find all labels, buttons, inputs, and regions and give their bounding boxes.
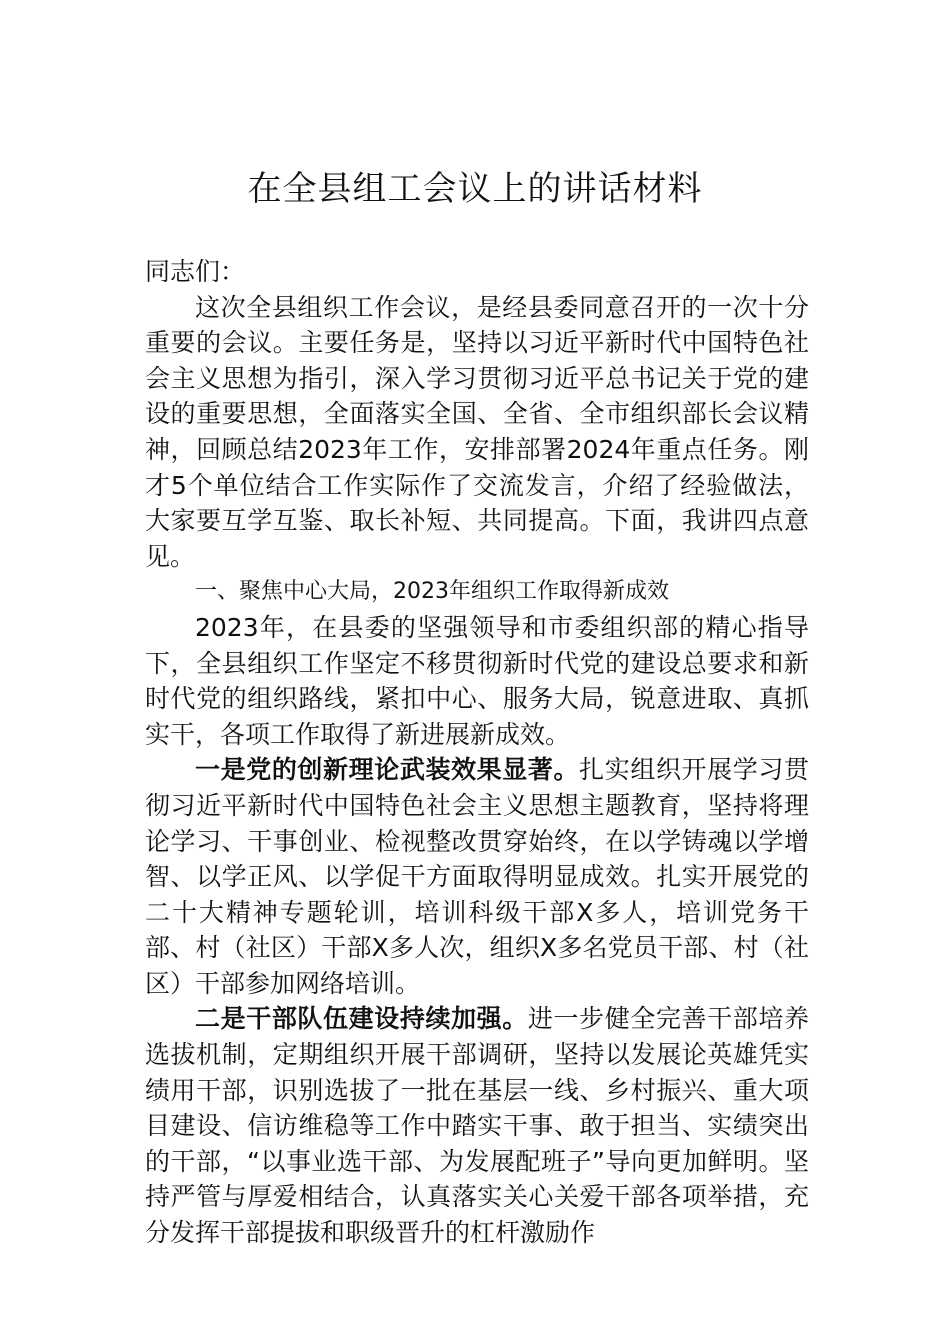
point-2-paragraph <box>145 1001 809 1250</box>
document-body <box>145 254 809 1251</box>
point-1-body: 扎实组织开展学习贯彻习近平新时代中国特色社会主义思想主题教育，坚持将理论学习、干事创业、检视整改贯穿始终，在以学铸魂以学增智、以学正风、以学促干方面取得明显成效。扎实开展党的二十大精神专题轮训，培训科级干部X多人，培训党务干部、村（社区）干部X多人次，组织X多名党员干部、村（社区）干部参加网络培训。 <box>145 755 809 998</box>
point-2-lead: 二是干部队伍建设持续加强。 <box>195 1004 528 1034</box>
salutation: 同志们： <box>145 257 246 286</box>
document-title: 在全县组工会议上的讲话材料 <box>247 169 703 209</box>
point-1-paragraph <box>145 752 809 1001</box>
section-1-intro-paragraph: 2023年，在县委的坚强领导和市委组织部的精心指导下，全县组织工作坚定不移贯彻新时代党的建设总要求和新时代党的组织路线，紧扣中心、服务大局，锐意进取、真抓实干，各项工作取得了新进展新成效。 <box>145 612 809 749</box>
point-2-body: 进一步健全完善干部培养选拔机制，定期组织开展干部调研，坚持以发展论英雄凭实绩用干部，识别选拔了一批在基层一线、乡村振兴、重大项目建设、信访维稳等工作中踏实干事、敢于担当、实绩突出的干部，“以事业选干部、为发展配班子”导向更加鲜明。坚持严管与厚爱相结合，认真落实关心关爱干部各项举措，充分发挥干部提拔和职级晋升的杠杆激励作 <box>145 1004 809 1248</box>
section-heading-1: 一、聚焦中心大局，2023年组织工作取得新成效 <box>195 579 669 605</box>
intro-paragraph: 这次全县组织工作会议，是经县委同意召开的一次十分重要的会议。主要任务是，坚持以习近平新时代中国特色社会主义思想为指引，深入学习贯彻习近平总书记关于党的建设的重要思想，全面落实全国、全省、全市组织部长会议精神，回顾总结2023年工作，安排部署2024年重点任务。刚才5个单位结合工作实际作了交流发言，介绍了经验做法，大家要互学互鉴、取长补短、共同提高。下面，我讲四点意见。 <box>145 292 809 571</box>
point-1-lead: 一是党的创新理论武装效果显著。 <box>195 755 580 785</box>
